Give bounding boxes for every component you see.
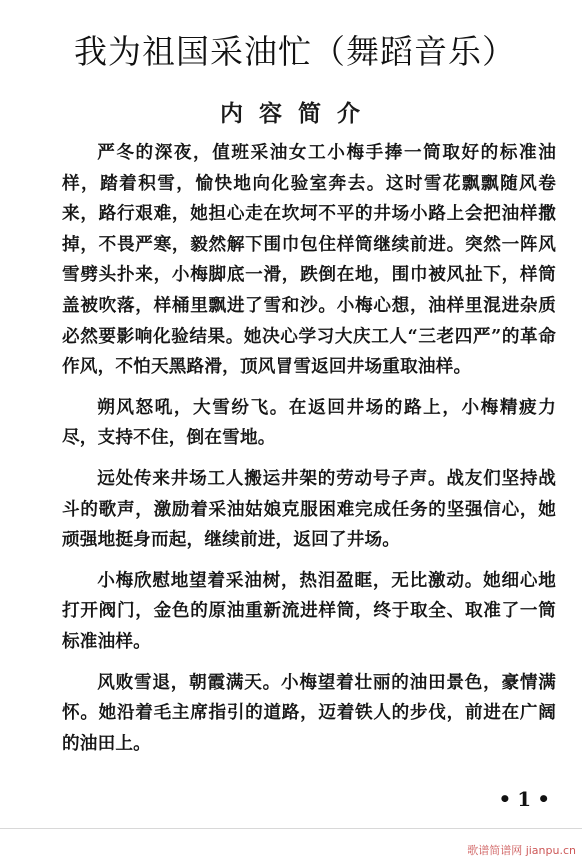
- page-number: •1•: [498, 787, 556, 811]
- body-text: [62, 138, 556, 769]
- footer-divider: [0, 828, 582, 829]
- document-title: 我为祖国采油忙（舞蹈音乐）: [74, 32, 516, 72]
- paragraph-3: 远处传来井场工人搬运井架的劳动号子声。战友们坚持战斗的歌声，激励着采油姑娘克服困难完成任务的坚强信心，她顽强地挺身而起，继续前进，返回了井场。: [62, 467, 556, 551]
- paragraph-2: 朔风怒吼，大雪纷飞。在返回井场的路上，小梅精疲力尽，支持不住，倒在雪地。: [62, 396, 556, 449]
- section-heading: 内容简介: [220, 100, 376, 128]
- watermark: 歌谱简谱网 jianpu.cn: [467, 844, 576, 857]
- paragraph-5: 风败雪退，朝霞满天。小梅望着壮丽的油田景色，豪情满怀。她沿着毛主席指引的道路，迈着铁人的步伐，前进在广阔的油田上。: [62, 671, 556, 754]
- paragraph-1: 严冬的深夜，值班采油女工小梅手捧一筒取好的标准油样，踏着积雪，愉快地向化验室奔去。这时雪花飘飘随风卷来，路行艰难，她担心走在坎坷不平的井场小路上会把油样撒掉，不畏严寒，毅然解下围巾包住样筒继续前进。突然一阵风雪劈头扑来，小梅脚底一滑，跌倒在地，围巾被风扯下，样筒盖被吹落，样桶里飘进了雪和沙。小梅心想，油样里混进杂质必然要影响化验结果。她决心学习大庆工人“三老四严”的革命作风，不怕天黑路滑，顶风冒雪返回井场重取油样。: [62, 142, 556, 378]
- paragraph-4: 小梅欣慰地望着采油树，热泪盈眶，无比激动。她细心地打开阀门，金色的原油重新流进样筒，终于取全、取准了一筒标准油样。: [62, 569, 556, 652]
